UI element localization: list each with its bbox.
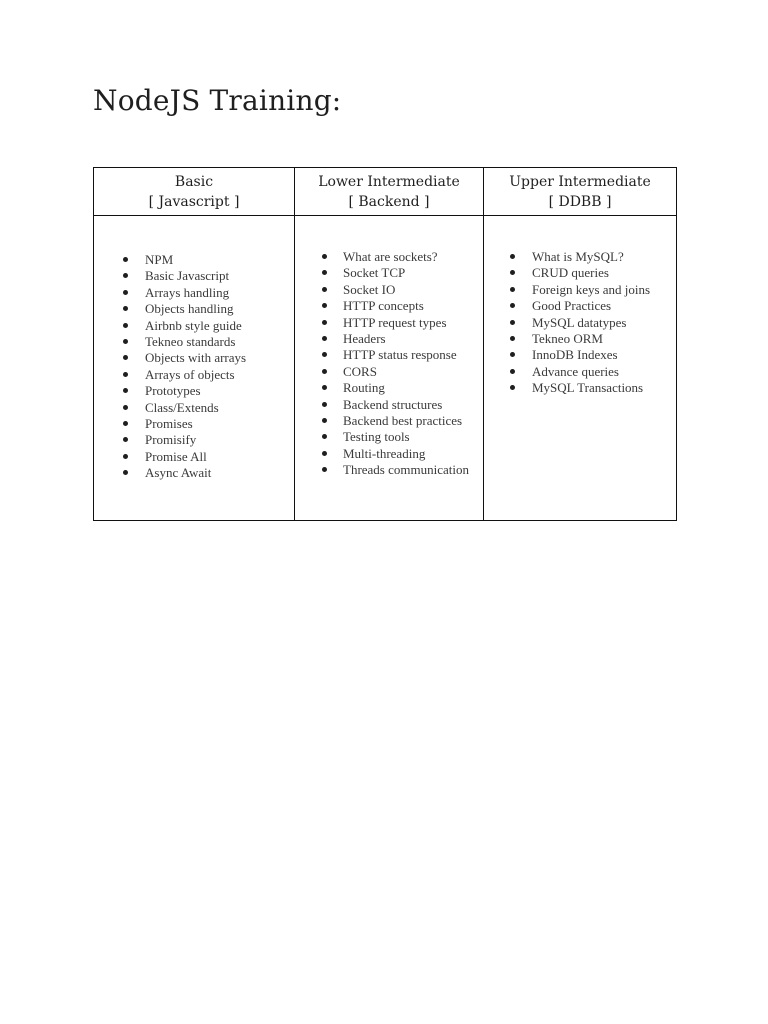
list-item: Async Await [94,465,294,481]
list-item: Backend best practices [295,413,483,429]
training-table [93,167,677,521]
topic-list-lower-intermediate [295,249,483,479]
column-heading: Basic [174,173,214,190]
list-item: Backend structures [295,397,483,413]
document-title: NodeJS Training: [93,84,342,117]
list-item: What are sockets? [295,249,483,265]
list-item: Socket IO [295,282,483,298]
list-item: Foreign keys and joins [484,282,676,298]
list-item: Headers [295,331,483,347]
list-item: NPM [94,252,294,268]
list-item: MySQL Transactions [484,380,676,396]
column-subheading: [ DDBB ] [548,193,612,210]
list-item: Prototypes [94,383,294,399]
list-item: Socket TCP [295,265,483,281]
column-subheading: [ Backend ] [348,193,430,210]
list-item: CORS [295,364,483,380]
list-item: Promises [94,416,294,432]
topic-list-upper-intermediate [484,249,676,397]
list-item: Basic Javascript [94,268,294,284]
list-item: Promise All [94,449,294,465]
table-header-row [94,168,677,216]
column-header-lower-intermediate [295,168,484,216]
list-item: HTTP status response [295,347,483,363]
list-item: Advance queries [484,364,676,380]
column-subheading: [ Javascript ] [148,193,240,210]
column-heading: Lower Intermediate [318,173,460,190]
list-item: Promisify [94,432,294,448]
column-header-upper-intermediate [484,168,677,216]
list-item: Tekneo ORM [484,331,676,347]
column-heading: Upper Intermediate [509,173,651,190]
cell-upper-intermediate-topics [484,216,677,521]
column-header-basic [94,168,295,216]
list-item: Class/Extends [94,400,294,416]
list-item: HTTP concepts [295,298,483,314]
list-item: Airbnb style guide [94,318,294,334]
table-body-row [94,216,677,521]
list-item: InnoDB Indexes [484,347,676,363]
cell-lower-intermediate-topics [295,216,484,521]
list-item: Tekneo standards [94,334,294,350]
list-item: Arrays handling [94,285,294,301]
list-item: CRUD queries [484,265,676,281]
list-item: HTTP request types [295,315,483,331]
list-item: What is MySQL? [484,249,676,265]
list-item: Threads communication [295,462,483,478]
list-item: Routing [295,380,483,396]
list-item: MySQL datatypes [484,315,676,331]
list-item: Arrays of objects [94,367,294,383]
list-item: Testing tools [295,429,483,445]
list-item: Objects with arrays [94,350,294,366]
list-item: Good Practices [484,298,676,314]
list-item: Multi-threading [295,446,483,462]
list-item: Objects handling [94,301,294,317]
cell-basic-topics [94,216,295,521]
topic-list-basic [94,252,294,482]
